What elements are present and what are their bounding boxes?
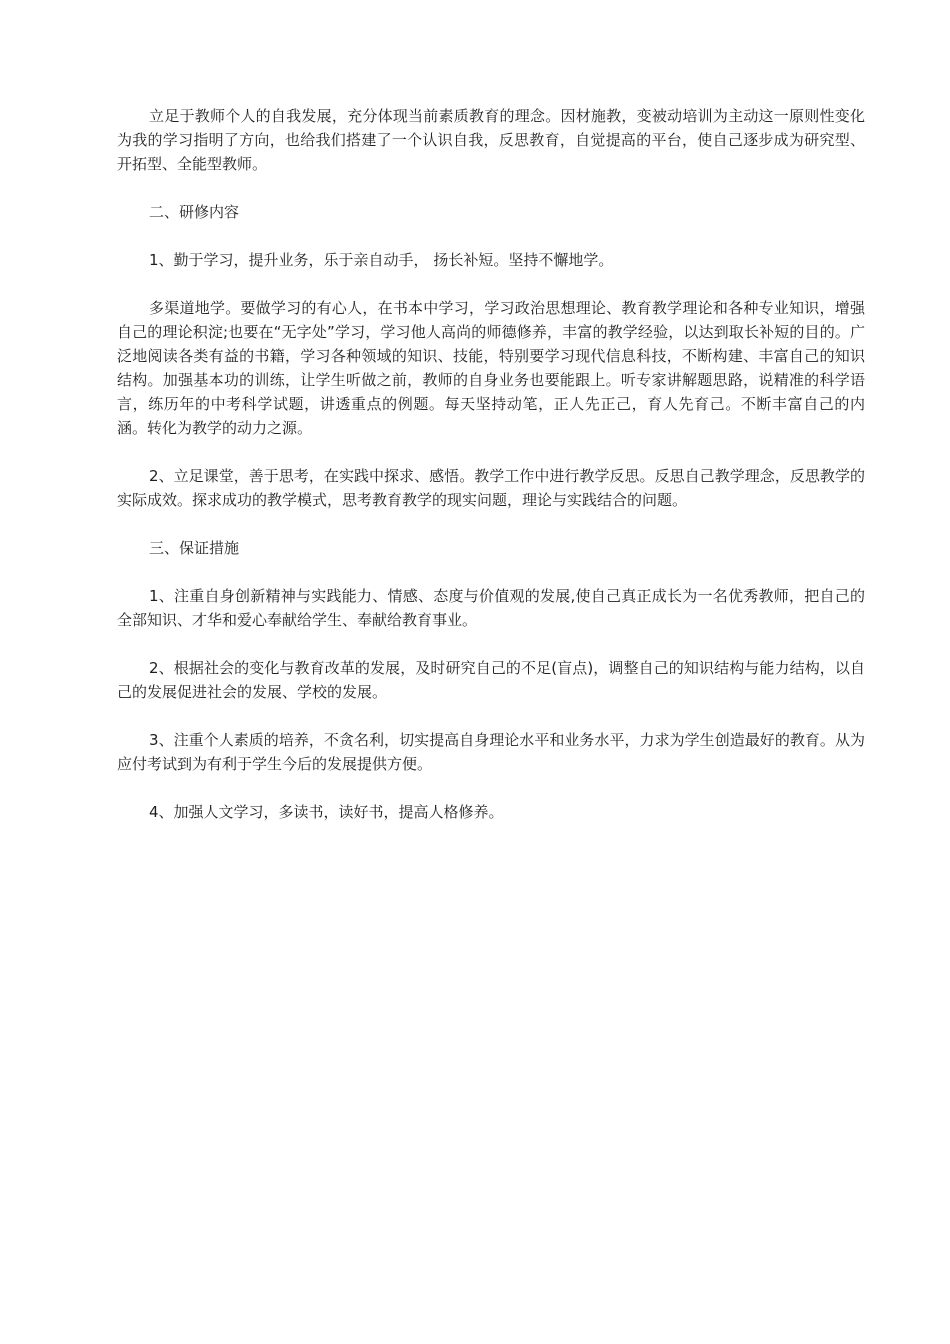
research-item-2: 2、立足课堂，善于思考，在实践中探求、感悟。教学工作中进行教学反思。反思自己教学理念，反思教学的实际成效。探求成功的教学模式，思考教育教学的现实问题，理论与实践结合的问题。 (117, 467, 865, 509)
document-body (117, 104, 865, 848)
measure-item-4: 4、加强人文学习，多读书，读好书，提高人格修养。 (149, 803, 504, 821)
section-heading-guarantee-measures: 三、保证措施 (149, 539, 240, 557)
measure-item-3: 3、注重个人素质的培养，不贪名利，切实提高自身理论水平和业务水平，力求为学生创造最好的教育。从为应付考试到为有利于学生今后的发展提供方便。 (117, 731, 865, 773)
measure-item-2: 2、根据社会的变化与教育改革的发展，及时研究自己的不足(盲点)，调整自己的知识结构与能力结构，以自己的发展促进社会的发展、学校的发展。 (117, 659, 865, 701)
measure-item-1: 1、注重自身创新精神与实践能力、情感、态度与价值观的发展,使自己真正成长为一名优秀教师，把自己的全部知识、才华和爱心奉献给学生、奉献给教育事业。 (117, 587, 865, 629)
section-heading-research-content: 二、研修内容 (149, 203, 240, 221)
research-item-1-detail: 多渠道地学。要做学习的有心人，在书本中学习，学习政治思想理论、教育教学理论和各种专业知识，增强自己的理论积淀;也要在“无字处”学习，学习他人高尚的师德修养，丰富的教学经验，以达到取长补短的目的。广泛地阅读各类有益的书籍，学习各种领域的知识、技能，特别要学习现代信息科技，不断构建、丰富自己的知识结构。加强基本功的训练，让学生听做之前，教师的自身业务也要能跟上。听专家讲解题思路，说精准的科学语言，练历年的中考科学试题，讲透重点的例题。每天坚持动笔，正人先正己，育人先育己。不断丰富自己的内涵。转化为教学的动力之源。 (117, 299, 865, 437)
research-item-1: 1、勤于学习，提升业务，乐于亲自动手， 扬长补短。坚持不懈地学。 (149, 251, 614, 269)
intro-paragraph: 立足于教师个人的自我发展，充分体现当前素质教育的理念。因材施教，变被动培训为主动这一原则性变化为我的学习指明了方向，也给我们搭建了一个认识自我，反思教育，自觉提高的平台，使自己逐步成为研究型、开拓型、全能型教师。 (117, 107, 865, 173)
